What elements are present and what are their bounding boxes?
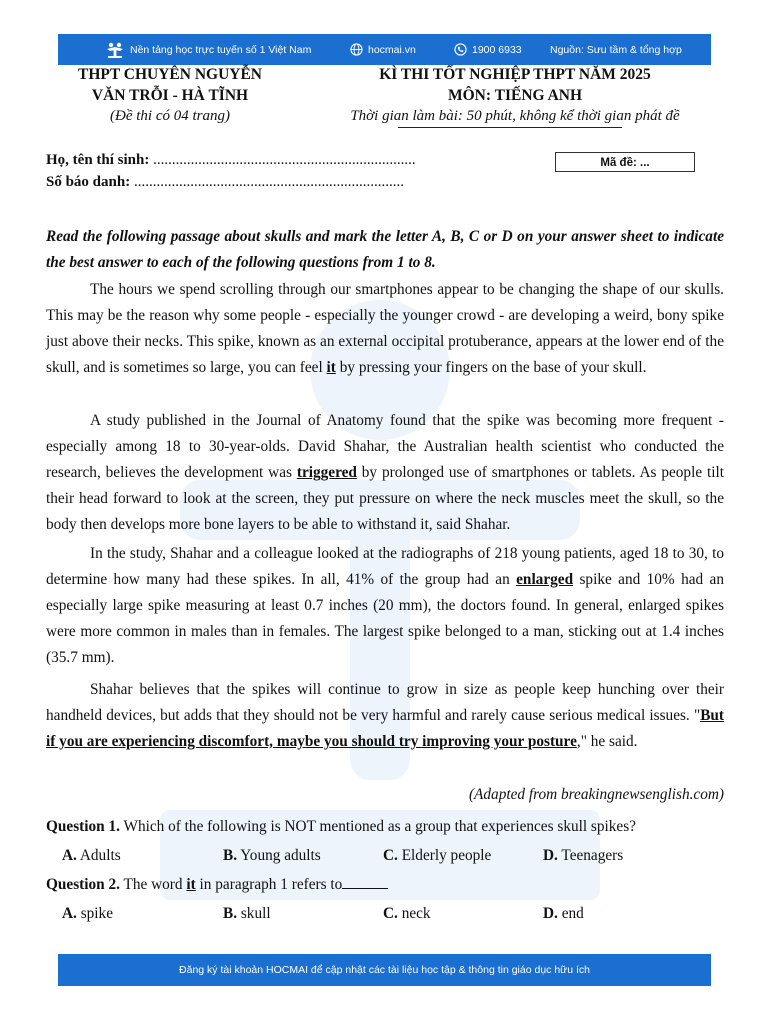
footer-text: Đăng ký tài khoản HOCMAI để cập nhật các tài liệu học tập & thông tin giáo dục hữu ích — [179, 964, 590, 976]
candidate-name-dots: ...................................................................... — [149, 152, 416, 168]
candidate-id-label: Số báo danh: — [46, 174, 131, 190]
p4-text-b: ," he said. — [576, 733, 638, 750]
question-2 — [46, 874, 388, 896]
school-name-line2: VĂN TRỖI - HÀ TĨNH — [91, 87, 249, 104]
q2-option-a-letter: A. — [62, 905, 77, 922]
question-2-text-a: The word — [119, 876, 187, 893]
candidate-name-label: Họ, tên thí sinh: — [46, 152, 150, 168]
banner-tagline-group — [106, 34, 311, 65]
passage-paragraph-4 — [46, 677, 724, 755]
candidate-id-dots: ........................................................................ — [130, 174, 404, 190]
reading-instruction: Read the following passage about skulls and mark the letter A, B, C or D on your answer sheet to indicate the best answer to each of the following questions from 1 to 8. — [46, 228, 724, 271]
banner-website-group[interactable] — [350, 34, 416, 65]
footer-banner[interactable] — [58, 954, 711, 986]
q1-option-c-text: Elderly people — [397, 847, 492, 864]
q1-option-c[interactable] — [383, 845, 491, 867]
p1-highlight-it: it — [326, 359, 336, 376]
banner-source-group — [550, 34, 682, 65]
q1-option-b-letter: B. — [223, 847, 238, 864]
q1-option-a[interactable] — [62, 845, 121, 867]
q1-option-c-letter: C. — [383, 847, 398, 864]
q1-option-d-letter: D. — [543, 847, 558, 864]
q1-option-d-text: Teenagers — [557, 847, 624, 864]
question-2-text-b: in paragraph 1 refers to — [195, 876, 343, 893]
question-1-label: Question 1. — [46, 818, 120, 835]
phone-icon — [454, 43, 467, 56]
pages-note: (Đề thi có 04 trang) — [110, 108, 230, 124]
exam-title: KÌ THI TỐT NGHIỆP THPT NĂM 2025 — [379, 66, 651, 83]
banner-website-link[interactable]: hocmai.vn — [368, 43, 416, 56]
exam-time-note: Thời gian làm bài: 50 phút, không kể thời gian phát đề — [350, 108, 680, 124]
p3-text-b: spike and 10% had an especially large spike measuring at least 0.7 inches (20 mm), the doctors found. In general, enlarged spikes were more common in males than in females. The largest spike belonged to a man, sticking out at 1.4 inches (35.7 mm). — [46, 571, 724, 666]
q2-option-d-letter: D. — [543, 905, 558, 922]
school-header — [40, 64, 300, 127]
p2-highlight-triggered: triggered — [296, 464, 357, 481]
header-underline — [398, 127, 622, 128]
hocmai-logo-icon — [106, 42, 124, 58]
q2-option-a[interactable] — [62, 903, 113, 925]
p4-highlight-quote: But if you are experiencing discomfort, maybe you should try improving your posture — [46, 707, 724, 750]
q2-option-c-text: neck — [397, 905, 431, 922]
question-2-answer-blank — [342, 874, 388, 889]
question-2-highlight-it: it — [186, 876, 196, 893]
q2-option-c-letter: C. — [383, 905, 398, 922]
q1-option-d[interactable] — [543, 845, 623, 867]
exam-code-box: Mã đề: ... — [555, 152, 695, 172]
q2-option-b[interactable] — [223, 903, 271, 925]
q1-option-a-letter: A. — [62, 847, 77, 864]
banner-phone[interactable]: 1900 6933 — [472, 43, 522, 56]
globe-icon — [350, 43, 363, 56]
p4-text-a: Shahar believes that the spikes will continue to grow in size as people keep hunching over their handheld devices, but adds that they should not be very harmful and rarely cause serious medical issues. " — [46, 681, 724, 724]
q1-option-b-text: Young adults — [237, 847, 321, 864]
passage-source: (Adapted from breakingnewsenglish.com) — [468, 786, 724, 803]
candidate-id-line — [46, 172, 404, 192]
question-2-label: Question 2. — [46, 876, 120, 893]
p3-highlight-enlarged: enlarged — [516, 571, 574, 588]
school-name-line1: THPT CHUYÊN NGUYỄN — [77, 66, 262, 83]
p1-text-b: by pressing your fingers on the base of your skull. — [335, 359, 647, 376]
candidate-name-line — [46, 150, 416, 170]
question-1 — [46, 816, 636, 838]
q2-option-d-text: end — [557, 905, 584, 922]
exam-header — [300, 64, 730, 127]
banner-tagline: Nền tảng học trực tuyến số 1 Việt Nam — [130, 43, 312, 56]
question-1-text: Which of the following is NOT mentioned as a group that experiences skull spikes? — [119, 818, 636, 835]
q2-option-c[interactable] — [383, 903, 431, 925]
p2-text-a: A study published in the Journal of Anatomy found that the spike was becoming more frequent - especially among 18 to 30-year-olds. David Shahar, the Australian health scientist who conducted the research, believes the development was — [46, 412, 724, 481]
p2-text-b: by prolonged use of smartphones or tablets. As people tilt their head forward to look at the screen, they put pressure on where the neck muscles meet the skull, so the body then develops more bone layers to be able to withstand it, said Shahar. — [46, 464, 724, 533]
passage-paragraph-3 — [46, 541, 724, 671]
p3-text-a: In the study, Shahar and a colleague looked at the radiographs of 218 young patients, aged 18 to 30, to determine how many had these spikes. In all, 41% of the group had an — [46, 545, 724, 588]
exam-subject: MÔN: TIẾNG ANH — [447, 87, 583, 104]
q2-option-d[interactable] — [543, 903, 584, 925]
passage-paragraph-1 — [46, 277, 724, 381]
q2-option-a-text: spike — [76, 905, 113, 922]
top-banner — [58, 34, 711, 65]
banner-phone-group[interactable] — [454, 34, 522, 65]
p1-text-a: The hours we spend scrolling through our smartphones appear to be changing the shape of our skulls. This may be the reason why some people - especially the younger crowd - are developing a weird, bony spike just above their necks. This spike, known as an external occipital protuberance, appears at the lower end of the skull, and is sometimes so large, you can feel — [46, 281, 724, 376]
q1-option-a-text: Adults — [76, 847, 121, 864]
q1-option-b[interactable] — [223, 845, 321, 867]
passage-paragraph-2 — [46, 408, 724, 538]
q2-option-b-letter: B. — [223, 905, 238, 922]
banner-source: Nguồn: Sưu tầm & tổng hợp — [550, 43, 682, 56]
q2-option-b-text: skull — [237, 905, 271, 922]
